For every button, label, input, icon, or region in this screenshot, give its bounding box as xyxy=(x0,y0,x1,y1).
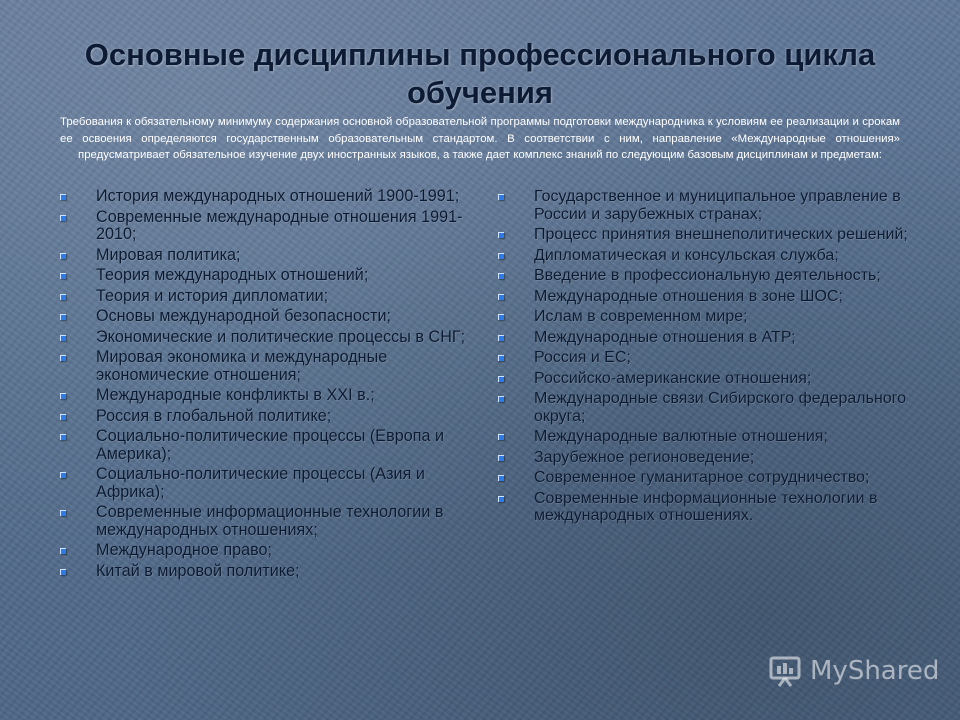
square-bullet-icon xyxy=(60,393,66,399)
square-bullet-icon xyxy=(60,215,66,221)
list-item-text: Экономические и политические процессы в СНГ; xyxy=(96,327,466,346)
list-item-text: Процесс принятия внешнеполитических решений; xyxy=(534,226,908,243)
square-bullet-icon xyxy=(498,232,504,238)
list-item-text: Международные отношения в зоне ШОС; xyxy=(534,287,843,305)
list-item xyxy=(60,209,470,244)
list-item-text: Россия и ЕС; xyxy=(534,349,631,366)
square-bullet-icon xyxy=(498,294,504,300)
square-bullet-icon xyxy=(498,194,504,200)
slide-title: Основные дисциплины профессионального цикла обучения xyxy=(84,37,876,110)
square-bullet-icon xyxy=(60,434,66,440)
square-bullet-icon xyxy=(60,273,66,279)
list-item xyxy=(498,469,908,487)
list-item-text: Мировая политика; xyxy=(96,245,241,264)
list-item-text: Китай в мировой политике; xyxy=(96,561,300,580)
list-item-text: Социально-политические процессы (Европа и Америка); xyxy=(96,427,445,463)
list-item xyxy=(60,466,470,501)
list-item xyxy=(498,308,908,326)
square-bullet-icon xyxy=(498,355,504,361)
square-bullet-icon xyxy=(60,314,66,320)
square-bullet-icon xyxy=(60,355,66,361)
list-item xyxy=(60,247,470,265)
list-item xyxy=(60,349,470,384)
square-bullet-icon xyxy=(60,253,66,259)
list-item xyxy=(60,329,470,347)
square-bullet-icon xyxy=(498,253,504,259)
square-bullet-icon xyxy=(60,569,66,575)
square-bullet-icon xyxy=(60,414,66,420)
list-item-text: История международных отношений 1900-1991; xyxy=(96,187,460,205)
watermark-text: MyShared xyxy=(810,656,940,686)
list-item xyxy=(60,387,470,405)
list-item xyxy=(498,267,908,285)
list-item-text: Современные информационные технологии в международных отношениях. xyxy=(534,489,878,524)
list-item xyxy=(498,370,908,388)
myshared-watermark xyxy=(768,654,939,688)
list-item xyxy=(60,308,470,326)
list-item-text: Российско-американские отношения; xyxy=(534,369,812,387)
square-bullet-icon xyxy=(60,335,66,341)
list-item-text: Основы международной безопасности; xyxy=(96,307,392,325)
list-item xyxy=(498,226,908,244)
square-bullet-icon xyxy=(60,194,66,200)
list-item xyxy=(60,288,470,306)
square-bullet-icon xyxy=(498,273,504,279)
square-bullet-icon xyxy=(498,335,504,341)
list-item xyxy=(60,428,470,463)
list-item xyxy=(60,267,470,285)
presentation-screen-icon xyxy=(768,654,802,688)
list-item-text: Мировая экономика и международные экономические отношения; xyxy=(96,348,388,384)
list-item xyxy=(498,490,908,525)
list-item-text: Международные связи Сибирского федерального округа; xyxy=(534,390,907,425)
slide-subtitle: Требования к обязательному минимуму содержания основной образовательной программы подготовки международника к условиям ее реализации и срокам ее освоения определяются государственным образовательным стандартом. В соответствии с ним, направление «Международные отношения» предусматривает обязательное изучение двух иностранных языков, а также дает комплекс знаний по следующим базовым дисциплинам и предметам: xyxy=(60,116,900,161)
list-item xyxy=(60,188,470,206)
square-bullet-icon xyxy=(498,475,504,481)
list-item xyxy=(60,542,470,560)
square-bullet-icon xyxy=(498,314,504,320)
square-bullet-icon xyxy=(498,434,504,440)
square-bullet-icon xyxy=(60,294,66,300)
square-bullet-icon xyxy=(498,455,504,461)
list-item-text: Ислам в современном мире; xyxy=(534,308,748,325)
list-item xyxy=(498,349,908,367)
square-bullet-icon xyxy=(60,548,66,554)
list-item-text: Современные информационные технологии в международных отношениях; xyxy=(96,503,444,539)
left-discipline-list xyxy=(60,188,470,583)
list-item-text: Государственное и муниципальное управление в России и зарубежных странах; xyxy=(534,188,901,223)
list-item xyxy=(498,188,908,223)
list-item xyxy=(498,247,908,265)
list-item-text: Международные отношения в АТР; xyxy=(534,328,796,346)
list-item-text: Современные международные отношения 1991-2010; xyxy=(96,207,463,243)
list-item xyxy=(60,504,470,539)
list-item xyxy=(498,329,908,347)
list-item xyxy=(60,563,470,581)
square-bullet-icon xyxy=(498,496,504,502)
list-item-text: Социально-политические процессы (Азия и Африка); xyxy=(96,465,425,501)
list-item-text: Теория и история дипломатии; xyxy=(96,286,329,305)
list-item-text: Введение в профессиональную деятельность; xyxy=(534,267,881,284)
square-bullet-icon xyxy=(498,376,504,382)
list-item xyxy=(498,428,908,446)
list-item xyxy=(60,408,470,426)
list-item xyxy=(498,288,908,306)
list-item-text: Россия в глобальной политике; xyxy=(96,406,332,425)
list-item-text: Теория международных отношений; xyxy=(96,266,369,284)
list-item-text: Международное право; xyxy=(96,541,273,559)
square-bullet-icon xyxy=(60,510,66,516)
list-item-text: Дипломатическая и консульская служба; xyxy=(534,246,839,264)
list-item-text: Зарубежное регионоведение; xyxy=(534,448,755,466)
list-item-text: Современное гуманитарное сотрудничество; xyxy=(534,469,870,486)
list-item xyxy=(498,390,908,425)
square-bullet-icon xyxy=(60,472,66,478)
list-item xyxy=(498,449,908,467)
right-discipline-list xyxy=(498,188,908,528)
square-bullet-icon xyxy=(498,396,504,402)
list-item-text: Международные конфликты в XXI в.; xyxy=(96,386,375,404)
list-item-text: Международные валютные отношения; xyxy=(534,428,828,445)
